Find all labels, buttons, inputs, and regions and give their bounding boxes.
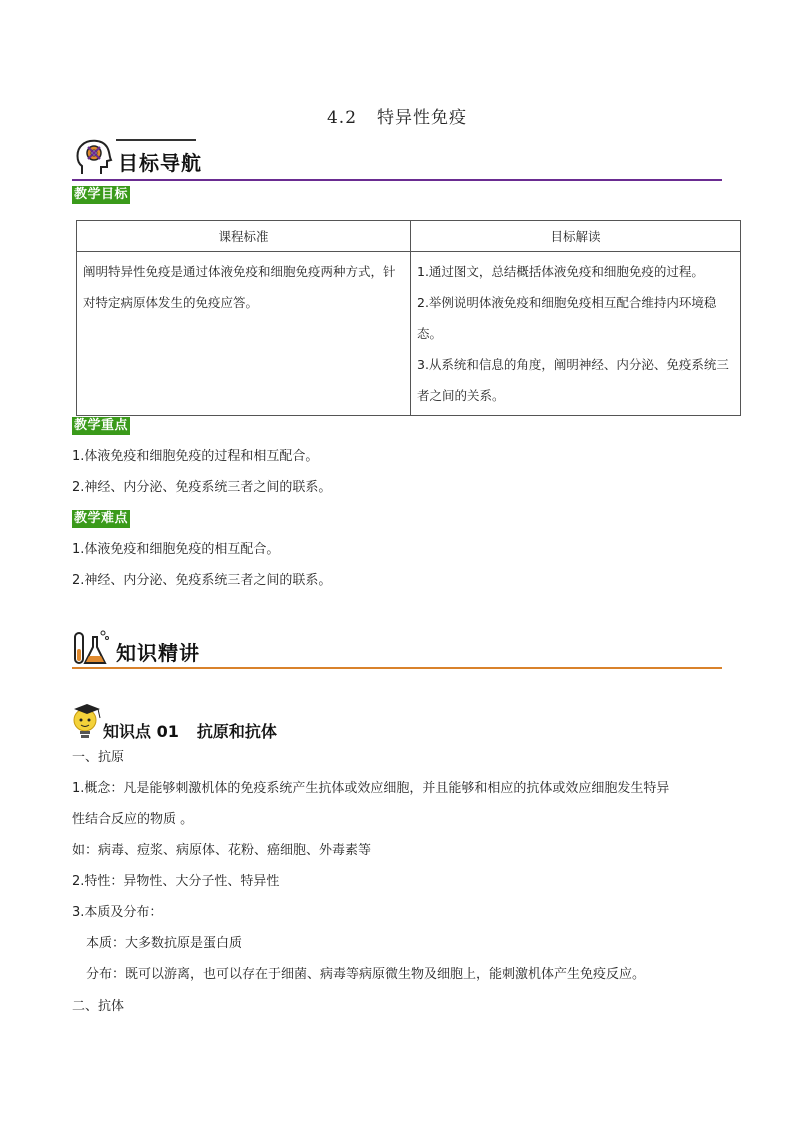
lightbulb-graduate-icon: [70, 700, 104, 740]
section-divider: [72, 667, 722, 669]
body-line: 分布：既可以游离，也可以存在于细菌、病毒等病原微生物及细胞上，能刺激机体产生免疫反应。: [86, 967, 646, 982]
difficulty-item: 2.神经、内分泌、免疫系统三者之间的联系。: [72, 573, 332, 588]
knowledge-point-title: [103, 719, 277, 742]
section-heading-goals: 目标导航: [118, 151, 202, 175]
body-line: 二、抗体: [72, 999, 125, 1014]
section-header-goals: [72, 139, 722, 181]
interpretation-item: 3.从系统和信息的角度，阐明神经、内分泌、免疫系统三者之间的关系。: [417, 357, 729, 403]
section-divider: [72, 179, 722, 181]
difficulty-item: 1.体液免疫和细胞免疫的相互配合。: [72, 542, 280, 557]
tag-difficulties: 教学难点: [74, 511, 129, 526]
lab-flask-icon: [72, 627, 112, 667]
body-line: 如：病毒、痘浆、病原体、花粉、癌细胞、外毒素等: [72, 843, 372, 858]
key-point-item: 1.体液免疫和细胞免疫的过程和相互配合。: [72, 449, 319, 464]
body-line: 本质：大多数抗原是蛋白质: [86, 936, 243, 951]
page-title: [0, 103, 794, 128]
table-header-interpretation: 目标解读: [411, 221, 741, 252]
section-header-knowledge: [72, 627, 722, 669]
body-line: 3.本质及分布：: [72, 905, 163, 920]
table-cell-standard: 阐明特异性免疫是通过体液免疫和细胞免疫两种方式，针对特定病原体发生的免疫应答。: [77, 252, 411, 416]
head-gear-icon: [74, 136, 114, 178]
section-heading-knowledge: 知识精讲: [116, 641, 200, 665]
title-number: 4.2: [326, 108, 358, 128]
body-line: 1.概念：凡是能够刺激机体的免疫系统产生抗体或效应细胞，并且能够和相应的抗体或效应细胞发生特异: [72, 781, 670, 796]
body-line: 性结合反应的物质 。: [72, 812, 194, 827]
interpretation-item: 1.通过图文，总结概括体液免疫和细胞免疫的过程。: [417, 264, 704, 279]
knowledge-point-label: 知识点 01: [103, 722, 179, 741]
tag-objectives: 教学目标: [74, 187, 129, 202]
key-point-item: 2.神经、内分泌、免疫系统三者之间的联系。: [72, 480, 332, 495]
interpretation-item: 2.举例说明体液免疫和细胞免疫相互配合维持内环境稳态。: [417, 295, 717, 341]
table-header-standard: 课程标准: [77, 221, 411, 252]
table-cell-interpretation: [411, 252, 741, 416]
tag-key-points: 教学重点: [74, 418, 129, 433]
knowledge-point-name: 抗原和抗体: [196, 722, 277, 741]
title-text: 特异性免疫: [377, 108, 468, 128]
objectives-table: [76, 220, 741, 416]
body-line: 2.特性：异物性、大分子性、特异性: [72, 874, 280, 889]
body-line: 一、抗原: [72, 750, 125, 765]
